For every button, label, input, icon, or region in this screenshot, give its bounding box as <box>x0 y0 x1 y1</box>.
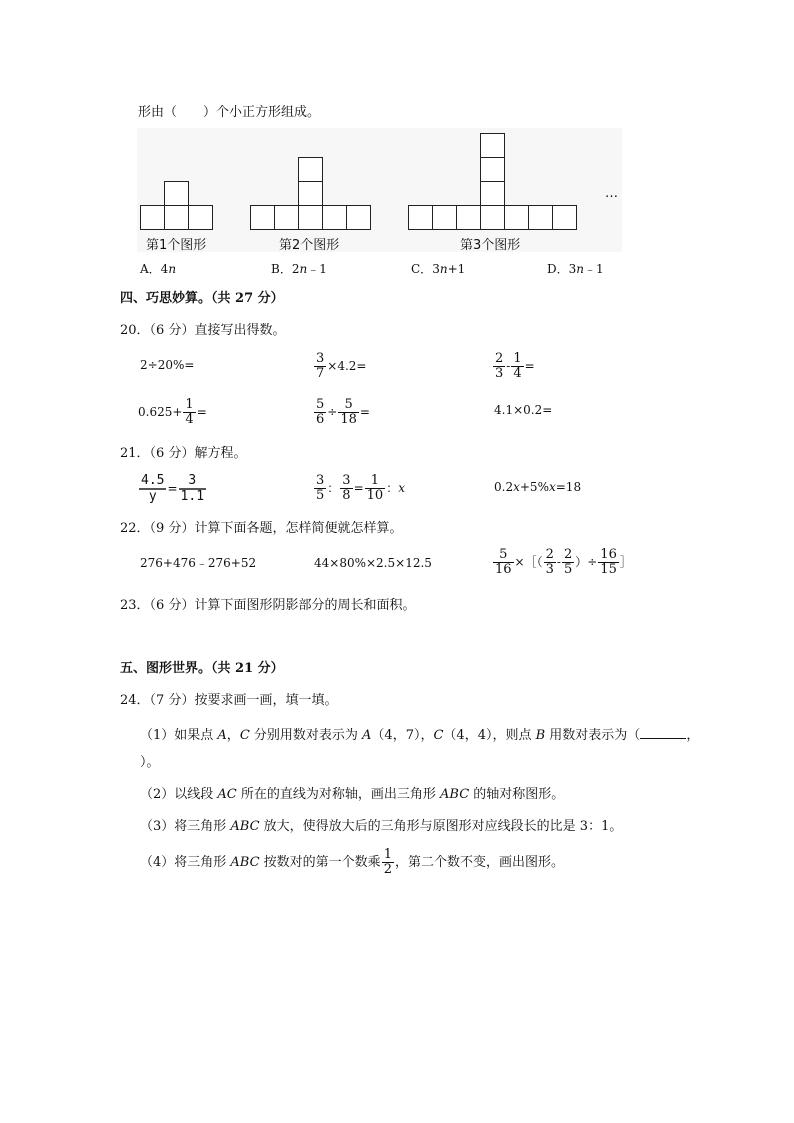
q24-heading: 24．（7 分）按要求画一画，填一填。 <box>120 693 338 708</box>
q24-subquestion-1-cont: ）。 <box>140 755 160 770</box>
q23-heading: 23．（6 分）计算下面图形阴影部分的周长和面积。 <box>120 598 416 613</box>
q21-heading: 21．（6 分）解方程。 <box>120 446 247 461</box>
q20-heading: 20．（6 分）直接写出得数。 <box>120 323 286 338</box>
q22-expression-2: 44×80%×2.5×12.5 <box>314 556 432 570</box>
option-b: B．2n﹣1 <box>271 262 327 276</box>
q22-expression-1: 276+476﹣276+52 <box>140 556 257 570</box>
q24-subquestion-4: （4）将三角形 ABC 按数对的第一个数乘 $\frac{1}{2}$ ，第二个数不变，画出图形。 <box>140 847 564 877</box>
q24-subquestion-1: （1）如果点 A，C 分别用数对表示为 A（4，7），C（4，4），则点 B 用数对表示为（ ， <box>140 728 700 743</box>
section-5-title: 五、图形世界。（共 21 分） <box>120 661 284 676</box>
q24-subquestion-3: （3）将三角形 ABC 放大，使得放大后的三角形与原图形对应线段长的比是 3：1。 <box>140 819 623 834</box>
q24-subquestion-2: （2）以线段 AC 所在的直线为对称轴，画出三角形 ABC 的轴对称图形。 <box>140 787 565 802</box>
section-4-title: 四、巧思妙算。（共 27 分） <box>120 291 284 306</box>
q22-expression-3: $\frac{5}{16}$ ×［（ $\frac{2}{3}$ - $\frac{2}{5}$ ）÷ $\frac{16}{15}$ ］ <box>495 547 632 577</box>
q20-item-4: 0.625+ $\frac{1}{4}$ = <box>138 397 207 427</box>
option-d: D．3n﹣1 <box>547 262 604 276</box>
q20-item-2: $\frac{3}{7}$ ×4.2= <box>316 351 367 381</box>
q21-equation-1: $\frac{4.5}{y}$ = $\frac{3}{1.1}$ <box>141 473 205 504</box>
q20-item-1: 2÷20%= <box>140 358 195 372</box>
q19-pattern-figure <box>137 128 622 252</box>
answer-blank[interactable] <box>640 726 686 739</box>
q22-heading: 22．（9 分）计算下面各题，怎样简便就怎样算。 <box>120 521 403 536</box>
q20-item-6: 4.1×0.2= <box>494 403 553 417</box>
option-a: A．4n <box>140 262 177 276</box>
option-c: C．3n+1 <box>411 262 466 276</box>
q20-item-3: $\frac{2}{3}$ - $\frac{1}{4}$ = <box>495 351 535 381</box>
q19-stem: 形由（ ）个小正方形组成。 <box>138 105 321 120</box>
q20-item-5: $\frac{5}{6}$ ÷ $\frac{5}{18}$ = <box>316 397 370 427</box>
q21-equation-2: $\frac{3}{5}$ ： $\frac{3}{8}$ = $\frac{1}{10}$ ：x <box>316 473 405 503</box>
q21-equation-3: 0.2x+5%x=18 <box>494 480 582 494</box>
figure-2-caption: 第2个图形 <box>279 238 340 253</box>
figure-3-caption: 第3个图形 <box>460 238 521 253</box>
ellipsis: … <box>605 186 618 201</box>
figure-1-caption: 第1个图形 <box>146 238 207 253</box>
